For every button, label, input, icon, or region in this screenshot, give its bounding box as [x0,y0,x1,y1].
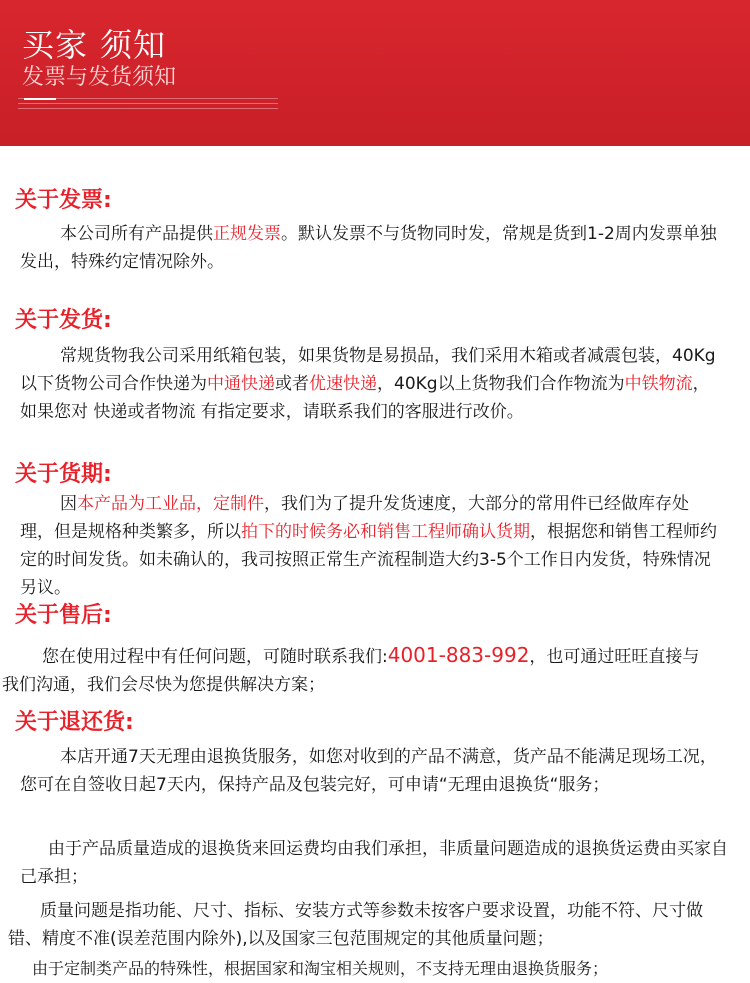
returns-paragraph-2: 由于产品质量造成的退换货来回运费均由我们承担，非质量问题造成的退换货运费由买家自己承担； [20,839,728,887]
delivery-text-1: 因 [60,494,77,514]
shipping-paragraph [20,342,720,426]
header-banner [0,0,750,146]
returns-paragraph-1: 本店开通7天无理由退换货服务，如您对收到的产品不满意，货产品不能满足现场工况，您可在自签收日起7天内，保持产品及包装完好，可申请“无理由退换货“服务； [20,747,717,795]
delivery-text-3: ，根据您和销售工程师约定的时间发货。如未确认的，我司按照正常生产流程制造大约3-5个工作日内发货，特殊情况另议。 [20,522,717,598]
shipping-text-4: ，如果您对 快递或者物流 有指定要求，请联系我们的客服进行改价。 [20,374,710,422]
section-title-returns: 关于退还货: [15,710,134,735]
section-title-delivery: 关于货期: [15,462,112,487]
after-sales-text-2: ，也可通过旺旺直接与我们沟通，我们会尽快为您提供解决方案； [2,647,700,695]
service-phone: 4001-883-992 [387,643,530,667]
returns-paragraph-3: 质量问题是指功能、尺寸、指标、安装方式等参数未按客户要求设置，功能不符、尺寸做错、精度不准(误差范围内除外),以及国家三包范围规定的其他质量问题； [8,901,703,949]
section-title-shipping: 关于发货: [15,308,112,333]
section-title-invoice: 关于发票: [15,188,112,213]
invoice-highlight: 正规发票 [213,224,281,244]
returns-paragraph-4: 由于定制类产品的特殊性，根据国家和淘宝相关规则，不支持无理由退换货服务； [32,959,609,978]
shipping-highlight-2: 优速快递 [309,374,377,394]
shipping-text-2: 或者 [275,374,309,394]
banner-title-part1: 买家 [22,26,89,64]
invoice-paragraph [20,220,720,276]
delivery-highlight-2: 拍下的时候务必和销售工程师确认货期 [241,522,530,542]
banner-title-part2: 须知 [100,26,167,64]
after-sales-paragraph [2,641,702,699]
shipping-highlight-1: 中通快递 [207,374,275,394]
invoice-text-2: 。默认发票不与货物同时发，常规是货到1-2周内发票单独发出，特殊约定情况除外。 [20,224,717,272]
shipping-text-1: 常规货物我公司采用纸箱包装，如果货物是易损品，我们采用木箱或者减震包装，40Kg以下货物公司合作快递为 [20,346,716,394]
invoice-text-1: 本公司所有产品提供 [60,224,213,244]
shipping-highlight-3: 中铁物流 [624,374,693,394]
delivery-paragraph [20,490,720,602]
section-title-after-sales: 关于售后: [15,603,112,628]
banner-decor-lines [18,98,278,118]
shipping-text-3: ，40Kg以上货物我们合作物流为 [377,374,625,394]
after-sales-text-1: 您在使用过程中有任何问题，可随时联系我们: [42,647,388,667]
delivery-text-2: ，我们为了提升发货速度，大部分的常用件已经做库存处理，但是规格种类繁多，所以 [20,494,689,542]
delivery-highlight-1: 本产品为工业品，定制件 [77,494,264,514]
banner-dash [24,98,56,100]
banner-subtitle: 发票与发货须知 [22,65,177,90]
